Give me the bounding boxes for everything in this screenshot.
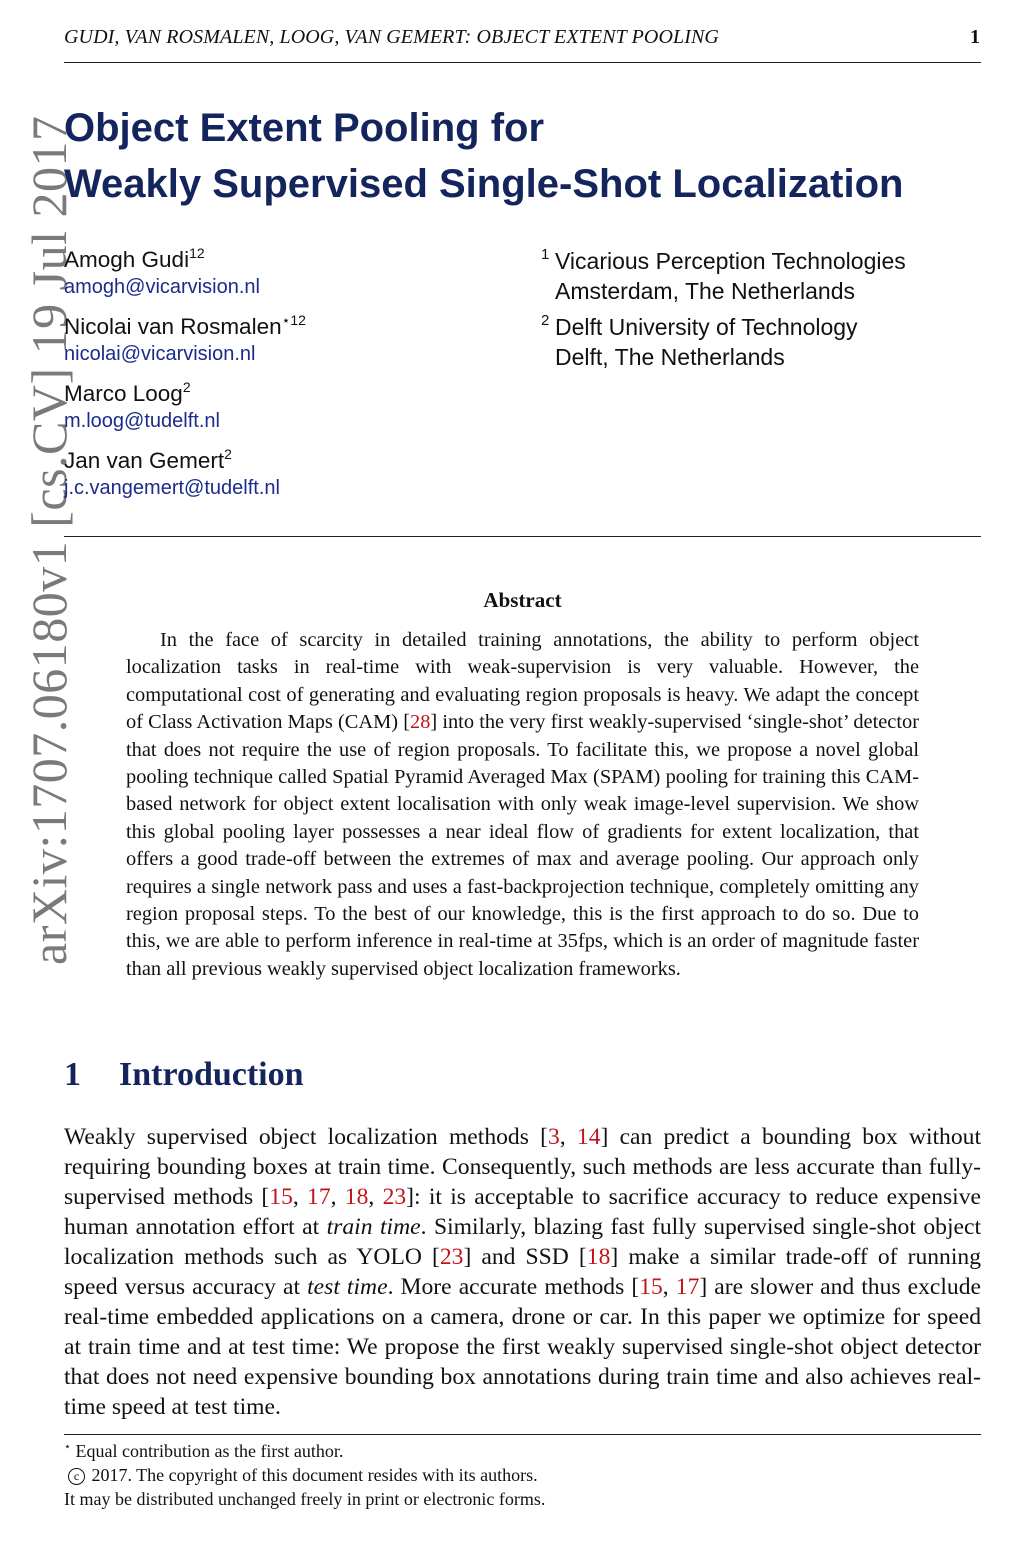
- intro-emphasis: test time: [307, 1274, 388, 1300]
- author-sup: 2: [182, 378, 191, 395]
- footnote-distribution: It may be distributed unchanged freely in print or electronic forms.: [64, 1489, 546, 1509]
- author-sup: ⋆12: [281, 311, 306, 328]
- page-number: 1: [970, 26, 980, 48]
- affiliation-list: [541, 246, 906, 372]
- author-email-link[interactable]: j.c.vangemert@tudelft.nl: [64, 477, 280, 499]
- affiliation-number: 2: [541, 312, 550, 329]
- intro-text: ,: [559, 1124, 577, 1150]
- author-email-link[interactable]: amogh@vicarvision.nl: [64, 276, 260, 298]
- intro-text: ] can predict a bounding box without requiring bounding boxes at train time. Consequently, such methods are less accurate than fully-supervised methods [: [64, 1124, 981, 1210]
- header-rule: [64, 62, 981, 63]
- author-name: Jan van Gemert: [64, 448, 225, 473]
- abstract-body: [126, 627, 919, 983]
- title-line-2: Weakly Supervised Single-Shot Localization: [64, 162, 904, 206]
- citation-link[interactable]: 23: [382, 1184, 407, 1210]
- intro-text: . Similarly, blazing fast fully supervised single-shot object localization methods such as YOLO [: [64, 1214, 982, 1270]
- intro-emphasis: train time: [326, 1214, 421, 1240]
- citation-link[interactable]: 17: [675, 1274, 700, 1300]
- intro-text: ,: [330, 1184, 345, 1210]
- author-email-link[interactable]: nicolai@vicarvision.nl: [64, 343, 256, 365]
- running-header: GUDI, VAN ROSMALEN, LOOG, VAN GEMERT: OBJECT EXTENT POOLING: [64, 26, 719, 48]
- intro-text: ,: [662, 1274, 676, 1300]
- citation-link[interactable]: 14: [576, 1124, 601, 1150]
- title-block-rule: [64, 536, 981, 537]
- author-sup: 12: [189, 244, 205, 261]
- section-heading: [64, 1056, 304, 1094]
- intro-text: ]: it is acceptable to sacrifice accuracy to reduce expensive human annotation effort at: [64, 1184, 982, 1240]
- footnote-rule: [64, 1434, 981, 1435]
- intro-text: Weakly supervised object localization methods [: [64, 1124, 548, 1150]
- author-1: [64, 244, 260, 299]
- star-mark: ⋆: [64, 1440, 71, 1453]
- intro-text: ,: [368, 1184, 383, 1210]
- author-email-link[interactable]: m.loog@tudelft.nl: [64, 410, 220, 432]
- intro-text: ,: [292, 1184, 308, 1210]
- author-2: [64, 311, 306, 366]
- affiliation-line: Delft, The Netherlands: [555, 344, 785, 370]
- abstract-heading: Abstract: [483, 588, 562, 612]
- affiliation-line: Amsterdam, The Netherlands: [555, 278, 855, 304]
- section-title: Introduction: [119, 1056, 304, 1093]
- abstract-text: In the face of scarcity in detailed training annotations, the ability to perform object localization tasks in real-time with weak-supervision is very valuable. However, the computational cost of generating and evaluating region proposals is heavy. We adapt the concept of Class Activation Maps (CAM) [: [126, 629, 919, 734]
- affiliation-number: 1: [541, 246, 550, 263]
- affiliation-line: Vicarious Perception Technologies: [555, 248, 906, 274]
- title-line-1: Object Extent Pooling for: [64, 106, 545, 150]
- author-3: [64, 378, 220, 433]
- intro-paragraph: [64, 1122, 981, 1422]
- author-name: Nicolai van Rosmalen: [64, 314, 282, 339]
- citation-link[interactable]: 18: [344, 1184, 369, 1210]
- citation-link[interactable]: 18: [586, 1244, 611, 1270]
- author-4: [64, 445, 280, 500]
- paper-title: [64, 100, 994, 212]
- intro-text: . More accurate methods [: [387, 1274, 640, 1300]
- intro-text: ] make a similar trade-off of running speed versus accuracy at: [64, 1244, 981, 1300]
- affiliation-1: [541, 246, 906, 306]
- citation-link[interactable]: 3: [547, 1124, 560, 1150]
- affiliation-line: Delft University of Technology: [555, 314, 858, 340]
- citation-link[interactable]: 23: [439, 1244, 464, 1270]
- copyright-icon: c: [68, 1468, 85, 1485]
- author-sup: 2: [224, 445, 232, 462]
- footnote-text: 2017. The copyright of this document resides with its authors.: [91, 1465, 538, 1485]
- citation-link[interactable]: 17: [307, 1184, 331, 1210]
- citation-link[interactable]: 28: [410, 711, 431, 734]
- footnote-copyright: [68, 1465, 538, 1486]
- footnote-text: Equal contribution as the first author.: [75, 1441, 344, 1461]
- citation-link[interactable]: 15: [639, 1274, 663, 1300]
- author-name: Marco Loog: [64, 381, 183, 406]
- footnote-equal-contribution: [64, 1441, 343, 1462]
- citation-link[interactable]: 15: [269, 1184, 293, 1210]
- abstract-text: ] into the very first weakly-supervised ‘single-shot’ detector that does not require the use of region proposals. To facilitate this, we propose a novel global pooling technique called Spatial Pyramid Averaged Max (SPAM) pooling for training this CAM-based network for object extent localisation with only weak image-level supervision. We show this global pooling layer possesses a near ideal flow of gradients for extent localization, that offers a good trade-off between the extremes of max and average pooling. Our approach only requires a single network pass and uses a fast-backprojection technique, completely omitting any region proposal steps. To the best of our knowledge, this is the first approach to do so. Due to this, we are able to perform inference in real-time at 35fps, which is an order of magnitude faster than all previous weakly supervised object localization frameworks.: [126, 711, 920, 980]
- arxiv-watermark: arXiv:1707.06180v1 [cs.CV] 19 Jul 2017: [21, 115, 77, 965]
- section-number: 1: [64, 1056, 81, 1093]
- intro-text: ] are slower and thus exclude real-time embedded applications on a camera, drone or car. In this paper we optimize for speed at train time and at test time: We propose the first weakly supervised single-shot object detector that does not need expensive bounding box annotations during train time and also achieves real-time speed at test time.: [64, 1274, 981, 1420]
- author-name: Amogh Gudi: [64, 247, 190, 272]
- intro-text: ] and SSD [: [463, 1244, 587, 1270]
- affiliation-2: [541, 312, 906, 372]
